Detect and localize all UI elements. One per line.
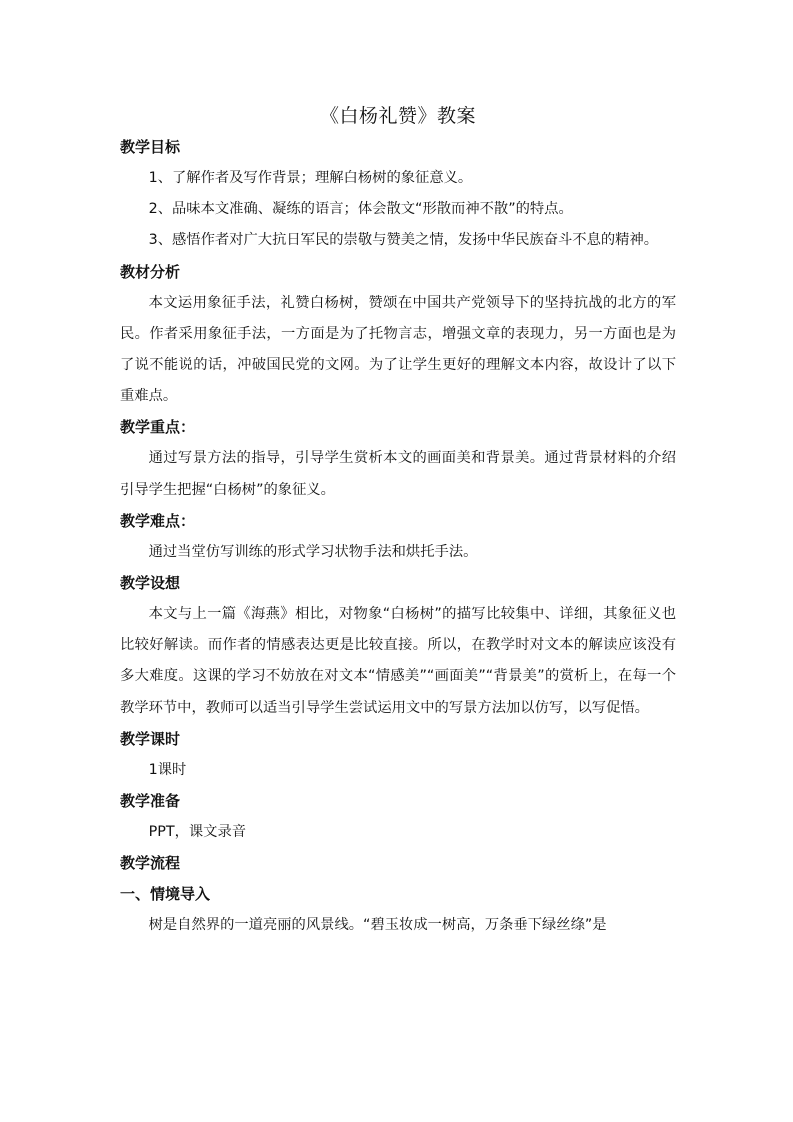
heading-key-points: 教学重点：	[120, 418, 196, 437]
hours-text: 1课时	[148, 761, 187, 778]
analysis-text: 本文运用象征手法，礼赞白杨树，赞颂在中国共产党领导下的坚持抗战的北方的军民。作者采用象征手法，一方面是为了托物言志，增强文章的表现力，另一方面也是为了说不能说的话，冲破国民党的文网。为了让学生更好的理解文本内容，故设计了以下重难点。	[120, 294, 676, 405]
goal-item-2: 2、品味本文准确、凝练的语言；体会散文“形散而神不散”的特点。	[148, 201, 573, 218]
document-page	[120, 100, 676, 941]
heading-goals: 教学目标	[120, 138, 181, 156]
design-text: 本文与上一篇《海燕》相比，对物象“白杨树”的描写比较集中、详细，其象征义也比较好解读。而作者的情感表达更是比较直接。所以，在教学时对文本的解读应该没有多大难度。这课的学习不妨放在对文本“情感美”“画面美”“背景美”的赏析上，在每一个教学环节中，教师可以适当引导学生尝试运用文中的写景方法加以仿写，以写促悟。	[120, 606, 676, 716]
goal-item-1: 1、了解作者及写作背景；理解白杨树的象征意义。	[148, 170, 473, 186]
subheading-scene-intro: 一、情境导入	[120, 885, 211, 904]
heading-analysis: 教材分析	[120, 262, 181, 281]
process-text: 树是自然界的一道亮丽的风景线。“碧玉妆成一树高，万条垂下绿丝绦”是	[148, 917, 607, 934]
prep-text: PPT，课文录音	[148, 824, 247, 841]
goal-item-3: 3、感悟作者对广大抗日军民的崇敬与赞美之情，发扬中华民族奋斗不息的精神。	[148, 232, 659, 249]
heading-design: 教学设想	[120, 574, 181, 593]
heading-process: 教学流程	[120, 854, 181, 873]
document-title: 《白杨礼赞》教案	[319, 105, 476, 127]
heading-difficulties: 教学难点：	[120, 511, 196, 530]
heading-hours: 教学课时	[120, 729, 181, 748]
key-points-text: 通过写景方法的指导，引导学生赏析本文的画面美和背景美。通过背景材料的介绍引导学生把握“白杨树”的象征义。	[120, 450, 676, 498]
heading-prep: 教学准备	[120, 792, 181, 811]
difficulties-text: 通过当堂仿写训练的形式学习状物手法和烘托手法。	[148, 543, 478, 560]
